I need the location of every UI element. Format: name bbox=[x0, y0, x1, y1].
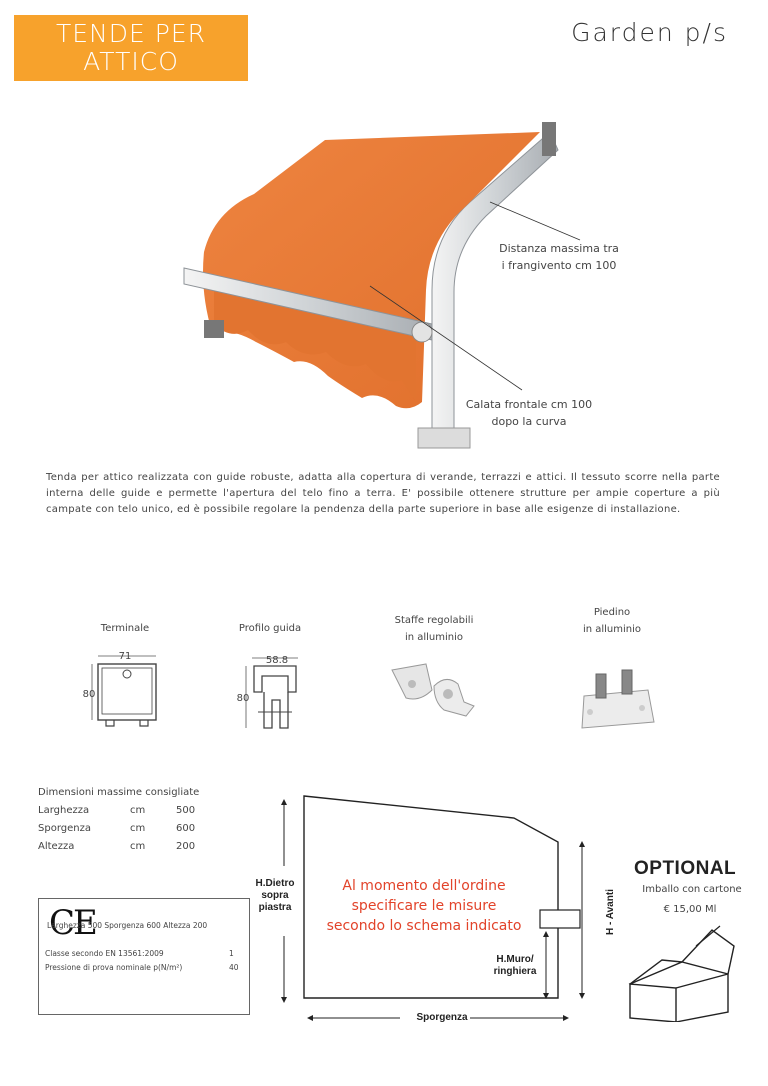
dimensions-row bbox=[38, 820, 195, 838]
scheme-order-note bbox=[308, 876, 540, 936]
optional-title: OPTIONAL bbox=[634, 858, 737, 879]
ce-line-class-value: 1 bbox=[229, 949, 234, 958]
h-avanti-label: H - Avanti bbox=[605, 889, 616, 935]
callout-drop-line2: dopo la curva bbox=[491, 415, 567, 428]
staffe-label bbox=[384, 612, 484, 646]
optional-packaging-text: Imballo con cartone bbox=[642, 884, 742, 895]
ce-line-pressure: Pressione di prova nominale p(N/m²) bbox=[45, 963, 183, 972]
h-muro-label-line1: H.Muro/ bbox=[496, 954, 534, 965]
ce-line-pressure-value: 40 bbox=[229, 963, 239, 972]
dim-name: Altezza bbox=[38, 841, 75, 852]
terminale-label: Terminale bbox=[100, 623, 150, 634]
profilo-width-dim: 58.8 bbox=[265, 655, 289, 666]
page-title-line1: TENDE PER bbox=[55, 19, 206, 48]
ce-line-dimensions: Larghezza 500 Sporgenza 600 Altezza 200 bbox=[47, 921, 208, 930]
terminale-height-dim: 80 bbox=[82, 689, 96, 700]
dim-unit: cm bbox=[130, 805, 146, 816]
staffe-label-line2: in alluminio bbox=[404, 632, 464, 643]
callout-distance-line2: i frangivento cm 100 bbox=[501, 259, 617, 272]
dimensions-block bbox=[38, 784, 199, 856]
staffe-label-line1: Staffe regolabili bbox=[394, 615, 474, 626]
dimensions-table bbox=[38, 802, 195, 856]
page-title-box bbox=[14, 15, 248, 81]
callout-distance-line1: Distanza massima tra bbox=[499, 242, 619, 255]
dim-name: Larghezza bbox=[38, 805, 90, 816]
callout-line-top bbox=[490, 202, 580, 240]
optional-price: € 15,00 Ml bbox=[663, 904, 717, 915]
dim-unit: cm bbox=[130, 823, 146, 834]
piedino-label-line1: Piedino bbox=[593, 607, 631, 618]
dim-name: Sporgenza bbox=[38, 823, 91, 834]
profilo-height-dim: 80 bbox=[236, 693, 250, 704]
h-dietro-label-line3: piastra bbox=[258, 902, 292, 913]
dim-value: 500 bbox=[176, 805, 196, 816]
dim-unit: cm bbox=[130, 841, 146, 852]
h-dietro-label bbox=[254, 878, 296, 914]
ce-mark: CE bbox=[49, 903, 96, 943]
scheme-railing-block bbox=[540, 910, 580, 928]
top-bracket bbox=[542, 122, 556, 156]
ce-label-box bbox=[38, 898, 250, 1015]
page-title-line2: ATTICO bbox=[83, 47, 179, 76]
scheme-order-note-line3: secondo lo schema indicato bbox=[326, 918, 522, 934]
sporgenza-label: Sporgenza bbox=[416, 1012, 468, 1023]
staffe-brackets-image bbox=[386, 660, 486, 722]
bar-joint bbox=[412, 322, 432, 342]
dimensions-row bbox=[38, 838, 195, 856]
left-bracket bbox=[204, 320, 224, 338]
terminale-width-dim: 71 bbox=[118, 651, 132, 662]
box-icon bbox=[624, 922, 744, 1022]
piedino-foot-image bbox=[570, 668, 662, 740]
dimensions-row bbox=[38, 802, 195, 820]
callout-drop bbox=[456, 396, 602, 430]
dimensions-title: Dimensioni massime consigliate bbox=[38, 787, 200, 798]
piedino-label bbox=[574, 604, 650, 638]
dim-value: 600 bbox=[176, 823, 196, 834]
brand-name: Garden p/s bbox=[571, 18, 728, 47]
scheme-order-note-line1: Al momento dell'ordine bbox=[342, 878, 506, 894]
product-description: Tenda per attico realizzata con guide robuste, adatta alla copertura di verande, terrazzi e attici. Il tessuto scorre nella parte interna delle guide e permette l'apertura del telo fino a terra. E' possibile ottenere strutture per ampie coperture a più campate con telo unico, ed è possibile regolare la pendenza della parte superiore in base alle esigenze di installazione. bbox=[46, 472, 720, 515]
dim-value: 200 bbox=[176, 841, 196, 852]
scheme-order-note-line2: specificare le misure bbox=[351, 898, 497, 914]
h-dietro-label-line1: H.Dietro bbox=[255, 878, 295, 889]
base-plate bbox=[418, 428, 470, 448]
callout-drop-line1: Calata frontale cm 100 bbox=[465, 398, 593, 411]
h-muro-label bbox=[484, 954, 546, 978]
ce-line-class: Classe secondo EN 13561:2009 bbox=[45, 949, 164, 958]
profilo-label: Profilo guida bbox=[238, 623, 302, 634]
callout-distance bbox=[474, 240, 644, 274]
h-muro-label-line2: ringhiera bbox=[493, 966, 537, 977]
h-dietro-label-line2: sopra bbox=[261, 890, 289, 901]
piedino-label-line2: in alluminio bbox=[582, 624, 642, 635]
